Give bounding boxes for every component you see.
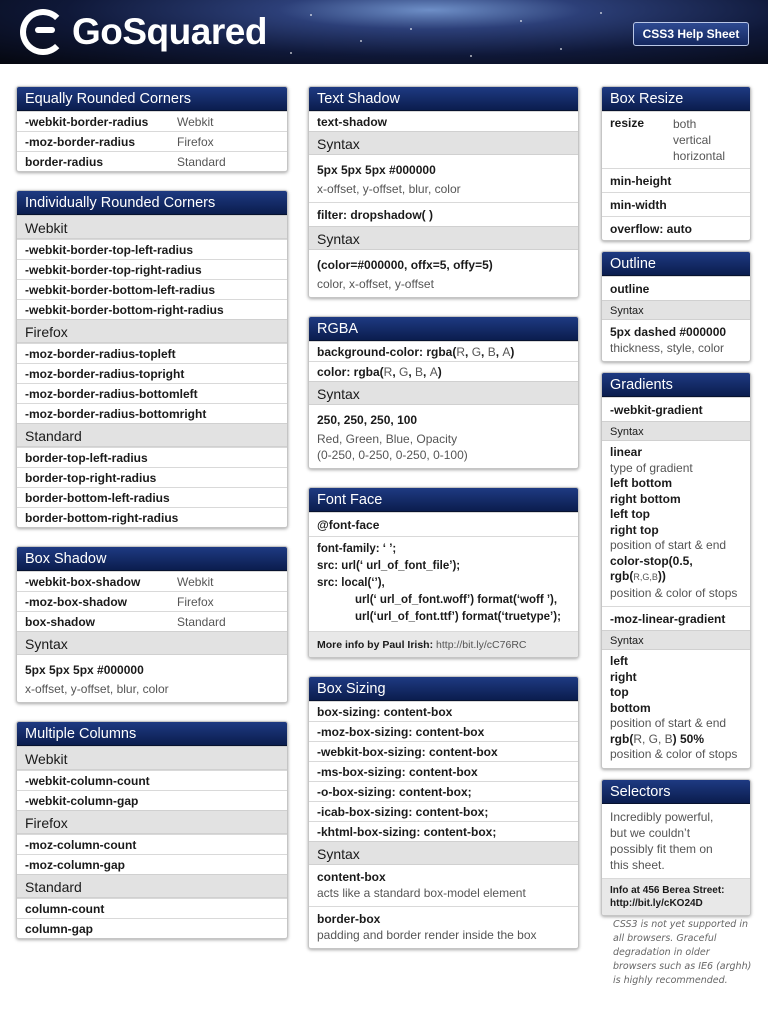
property-name: min-width — [610, 197, 667, 212]
property-row — [602, 111, 750, 168]
panel-rgba — [308, 316, 579, 469]
rgba-g: G — [399, 364, 409, 379]
syntax-example — [309, 250, 578, 297]
gosquared-logo-icon — [20, 9, 66, 55]
resize-value: horizontal — [673, 149, 726, 163]
property-name: -moz-border-radius-topright — [25, 366, 185, 381]
section-syntax: Syntax — [602, 630, 750, 650]
property-row — [17, 363, 287, 383]
panel-title: Box Resize — [602, 87, 750, 111]
syntax-example — [602, 320, 750, 361]
property-row — [17, 383, 287, 403]
selectors-line: but we couldn’t — [610, 825, 691, 840]
property-name: -moz-border-radius — [25, 134, 136, 149]
property-name: color: rgba( — [317, 364, 384, 379]
property-row — [309, 701, 578, 721]
property-name: -webkit-border-bottom-left-radius — [25, 282, 215, 297]
property-row — [17, 854, 287, 874]
panel-box-shadow — [16, 546, 288, 703]
panel-box-sizing — [308, 676, 579, 949]
property-row — [309, 111, 578, 131]
property-row — [17, 898, 287, 918]
syntax-description: color, x-offset, y-offset — [317, 277, 434, 291]
syntax-description: acts like a standard box-model element — [317, 886, 526, 900]
syntax-example — [17, 655, 287, 702]
gosquared-logo — [20, 9, 267, 55]
selectors-info — [602, 878, 750, 915]
syntax-description: type of gradient — [610, 460, 693, 475]
panel-multiple-columns — [16, 721, 288, 939]
syntax-example — [309, 865, 578, 906]
help-sheet-badge: CSS3 Help Sheet — [633, 22, 749, 46]
property-name: border-top-left-radius — [25, 450, 148, 465]
property-name: border-radius — [25, 154, 104, 169]
section-standard: Standard — [17, 874, 287, 898]
property-row — [17, 918, 287, 938]
syntax-description: position & color of stops — [610, 585, 738, 600]
section-firefox: Firefox — [17, 810, 287, 834]
panel-title: Font Face — [309, 488, 578, 512]
panel-title: Selectors — [602, 780, 750, 804]
column-middle — [308, 86, 579, 967]
property-name: column-gap — [25, 921, 93, 936]
property-name: -webkit-column-count — [25, 773, 150, 788]
more-info-label: More info by Paul Irish: — [317, 638, 434, 651]
syntax-description: x-offset, y-offset, blur, color — [25, 682, 169, 696]
syntax-code: linear — [610, 445, 643, 459]
panel-individually-rounded-corners — [16, 190, 288, 528]
property-name: -moz-border-radius-bottomright — [25, 406, 207, 421]
syntax-code: content-box — [317, 870, 386, 884]
syntax-description: x-offset, y-offset, blur, color — [317, 182, 461, 196]
syntax-code: border-box — [317, 912, 381, 926]
browser-name: Firefox — [177, 594, 214, 609]
property-name: -webkit-box-shadow — [25, 574, 141, 589]
syntax-example — [309, 405, 578, 468]
rgba-a: A — [429, 364, 438, 379]
property-name: box-sizing: content-box — [317, 704, 453, 719]
syntax-code: 250, 250, 250, 100 — [317, 413, 418, 427]
rgba-b: B — [487, 344, 496, 359]
property-name: border-bottom-left-radius — [25, 490, 170, 505]
property-row — [309, 821, 578, 841]
section-syntax: Syntax — [602, 421, 750, 441]
close-paren: ) — [510, 344, 515, 359]
property-row — [17, 403, 287, 423]
section-syntax: Syntax — [309, 131, 578, 155]
page-header — [0, 0, 768, 64]
property-row — [602, 397, 750, 421]
rgb-args: R,G,B — [633, 572, 658, 582]
property-name: background-color: rgba( — [317, 344, 457, 359]
property-name: resize — [610, 116, 645, 130]
property-name: -moz-border-radius-bottomleft — [25, 386, 198, 401]
separator: , — [495, 344, 503, 359]
syntax-code: left — [610, 654, 628, 668]
separator: , — [465, 344, 472, 359]
property-name: -webkit-gradient — [610, 402, 703, 417]
code-line: src: local(‘’), — [317, 577, 385, 589]
panel-box-resize — [601, 86, 751, 241]
property-row — [309, 361, 578, 381]
property-row — [17, 343, 287, 363]
font-face-code — [309, 536, 578, 631]
property-row — [602, 276, 750, 300]
separator: , — [392, 364, 400, 379]
syntax-code: 5px 5px 5px #000000 — [25, 663, 144, 677]
section-standard: Standard — [17, 423, 287, 447]
browser-name: Webkit — [177, 574, 214, 589]
rgb-args: R, G, B — [633, 731, 673, 746]
separator: , — [408, 364, 416, 379]
syntax-code: top — [610, 685, 629, 699]
property-row — [309, 721, 578, 741]
property-row — [17, 111, 287, 131]
syntax-code: left bottom — [610, 476, 672, 490]
syntax-description: padding and border render inside the box — [317, 928, 537, 942]
syntax-code: )) — [657, 569, 666, 583]
separator: , — [481, 344, 488, 359]
property-name: -moz-box-sizing: content-box — [317, 724, 485, 739]
property-name: -moz-border-radius-topleft — [25, 346, 176, 361]
property-row — [309, 781, 578, 801]
property-row — [309, 202, 578, 226]
selectors-line: this sheet. — [610, 857, 665, 872]
close-paren: ) — [437, 364, 442, 379]
property-name: -khtml-box-sizing: content-box; — [317, 824, 497, 839]
property-row — [17, 507, 287, 527]
property-name: -ms-box-sizing: content-box — [317, 764, 478, 779]
property-row — [309, 341, 578, 361]
property-row — [17, 770, 287, 790]
property-row — [17, 239, 287, 259]
property-row — [17, 467, 287, 487]
code-line: url(‘ url_of_font.woff’) format(‘woff ’), — [355, 594, 558, 606]
syntax-code: right top — [610, 522, 659, 537]
section-firefox: Firefox — [17, 319, 287, 343]
property-name: -moz-column-gap — [25, 857, 125, 872]
property-row — [17, 279, 287, 299]
property-row — [602, 192, 750, 216]
selectors-line: possibly fit them on — [610, 841, 713, 856]
code-line: src: url(‘ url_of_font_file’); — [317, 560, 461, 572]
section-syntax: Syntax — [309, 226, 578, 250]
footnote: CSS3 is not yet supported in all browsers. Graceful degradation in older browsers such as IE6 (arghh) is highly recommended. — [613, 919, 752, 986]
syntax-code: bottom — [610, 700, 651, 715]
property-name: -o-box-sizing: content-box; — [317, 784, 472, 799]
property-name: -webkit-border-bottom-right-radius — [25, 302, 224, 317]
property-name: text-shadow — [317, 114, 388, 129]
syntax-code: right bottom — [610, 491, 681, 506]
panel-title: Equally Rounded Corners — [17, 87, 287, 111]
panel-title: Box Sizing — [309, 677, 578, 701]
property-row — [602, 216, 750, 240]
property-name: -webkit-box-sizing: content-box — [317, 744, 498, 759]
syntax-code: 5px dashed #000000 — [610, 325, 727, 339]
panel-outline — [601, 251, 751, 362]
brand-name: GoSquared — [72, 11, 267, 52]
panel-title: Multiple Columns — [17, 722, 287, 746]
info-label: Info at 456 Berea Street: — [610, 884, 725, 896]
panel-title: RGBA — [309, 317, 578, 341]
property-name: -icab-box-sizing: content-box; — [317, 804, 489, 819]
more-info-row — [309, 631, 578, 657]
syntax-code: 5px 5px 5px #000000 — [317, 163, 436, 177]
property-name: overflow: auto — [610, 221, 693, 236]
gradient-syntax — [602, 441, 750, 606]
syntax-code: color-stop(0.5, rgb( — [610, 553, 693, 583]
resize-value: vertical — [673, 133, 712, 147]
syntax-description: Red, Green, Blue, Opacity — [317, 432, 458, 446]
separator: , — [423, 364, 430, 379]
syntax-code: right — [610, 669, 637, 684]
code-line: font-family: ‘ ’; — [317, 543, 397, 555]
syntax-example — [309, 906, 578, 948]
property-row — [309, 741, 578, 761]
panel-title: Individually Rounded Corners — [17, 191, 287, 215]
rgba-r: R — [383, 364, 393, 379]
property-name: -moz-column-count — [25, 837, 137, 852]
property-name: -moz-linear-gradient — [610, 611, 726, 626]
browser-name: Standard — [177, 154, 226, 169]
browser-name: Firefox — [177, 134, 214, 149]
syntax-example — [309, 155, 578, 202]
gradient-syntax — [602, 650, 750, 768]
browser-name: Standard — [177, 614, 226, 629]
property-row — [602, 168, 750, 192]
property-name: filter: dropshadow( ) — [317, 207, 433, 222]
panel-equally-rounded-corners — [16, 86, 288, 172]
panel-title: Gradients — [602, 373, 750, 397]
property-row — [17, 487, 287, 507]
rgba-g: G — [471, 344, 482, 359]
section-syntax: Syntax — [309, 381, 578, 405]
resize-value: both — [673, 117, 697, 131]
property-name: -webkit-border-radius — [25, 114, 149, 129]
property-row — [17, 834, 287, 854]
property-row — [17, 790, 287, 810]
property-name: outline — [610, 281, 650, 296]
property-row — [602, 606, 750, 630]
property-row — [17, 571, 287, 591]
property-name: border-top-right-radius — [25, 470, 157, 485]
syntax-code: ) 50% — [672, 731, 705, 746]
property-name: column-count — [25, 901, 105, 916]
syntax-description: position of start & end — [610, 538, 727, 552]
property-name: min-height — [610, 173, 672, 188]
property-name: @font-face — [317, 517, 380, 532]
panel-gradients — [601, 372, 751, 769]
panel-title: Text Shadow — [309, 87, 578, 111]
rgba-a: A — [502, 344, 511, 359]
code-line: url(‘url_of_font.ttf’) format(‘truetype’); — [355, 611, 561, 623]
property-row — [17, 611, 287, 631]
column-left — [16, 86, 288, 957]
rgba-r: R — [456, 344, 466, 359]
property-name: border-bottom-right-radius — [25, 510, 179, 525]
property-name: box-shadow — [25, 614, 96, 629]
section-webkit: Webkit — [17, 746, 287, 770]
syntax-description: position of start & end — [610, 716, 727, 730]
property-row — [17, 259, 287, 279]
syntax-code: (color=#000000, offx=5, offy=5) — [317, 258, 493, 272]
more-info-link[interactable]: http://bit.ly/cC76RC — [436, 638, 527, 651]
property-name: -webkit-border-top-right-radius — [25, 262, 202, 277]
section-webkit: Webkit — [17, 215, 287, 239]
property-row — [309, 801, 578, 821]
selectors-line: Incredibly powerful, — [610, 809, 714, 824]
syntax-description: position & color of stops — [610, 747, 738, 761]
browser-name: Webkit — [177, 114, 214, 129]
property-row — [17, 591, 287, 611]
panel-text-shadow — [308, 86, 579, 298]
property-row — [309, 761, 578, 781]
panel-selectors — [601, 779, 751, 916]
panel-title: Box Shadow — [17, 547, 287, 571]
property-row — [17, 131, 287, 151]
info-link[interactable]: http://bit.ly/cKO24D — [610, 897, 703, 909]
syntax-description: thickness, style, color — [610, 341, 725, 355]
panel-font-face — [308, 487, 579, 658]
syntax-code: rgb( — [610, 731, 634, 746]
syntax-code: left top — [610, 507, 650, 521]
property-row — [17, 447, 287, 467]
property-name: -moz-box-shadow — [25, 594, 127, 609]
syntax-range: (0-250, 0-250, 0-250, 0-100) — [317, 448, 468, 462]
section-syntax: Syntax — [309, 841, 578, 865]
panel-title: Outline — [602, 252, 750, 276]
property-row — [309, 512, 578, 536]
rgba-b: B — [415, 364, 424, 379]
selectors-text — [602, 804, 750, 878]
property-row — [17, 299, 287, 319]
property-name: -webkit-column-gap — [25, 793, 139, 808]
column-right — [601, 86, 751, 926]
property-row — [17, 151, 287, 171]
section-syntax: Syntax — [17, 631, 287, 655]
property-name: -webkit-border-top-left-radius — [25, 242, 193, 257]
section-syntax: Syntax — [602, 300, 750, 320]
